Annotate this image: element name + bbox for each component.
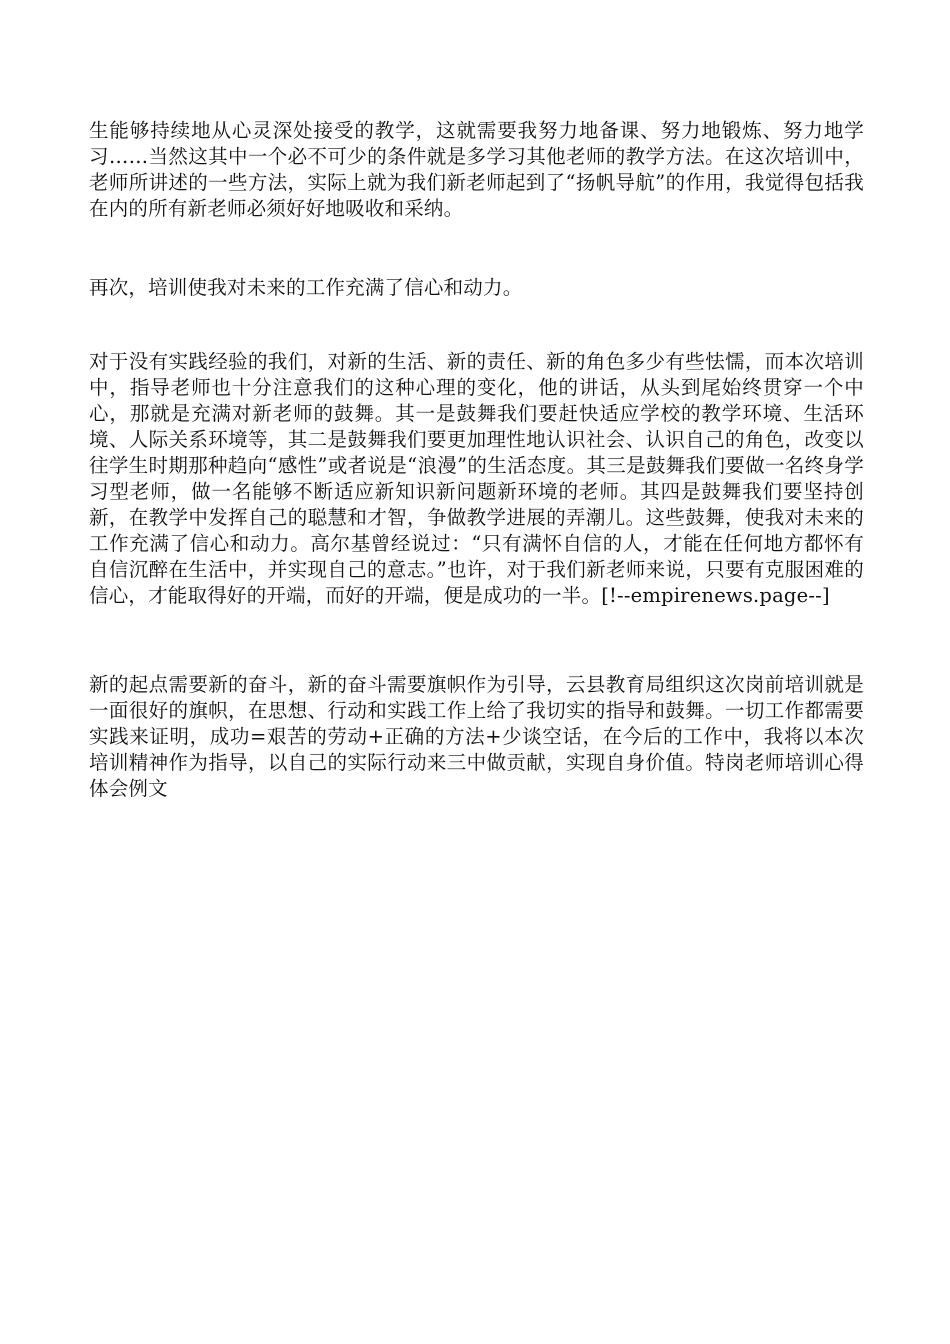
paragraph-1: 生能够持续地从心灵深处接受的教学，这就需要我努力地备课、努力地锻炼、努力地学习……当然这其中一个必不可少的条件就是多学习其他老师的教学方法。在这次培训中，老师所讲述的一些方法，实际上就为我们新老师起到了“扬帆导航”的作用，我觉得包括我在内的所有新老师必须好好地吸收和采纳。	[89, 119, 864, 220]
paragraph-3: 对于没有实践经验的我们，对新的生活、新的责任、新的角色多少有些怯懦，而本次培训中，指导老师也十分注意我们的这种心理的变化，他的讲话，从头到尾始终贯穿一个中心，那就是充满对新老师的鼓舞。其一是鼓舞我们要赶快适应学校的教学环境、生活环境、人际关系环境等，其二是鼓舞我们要更加理性地认识社会、认识自己的角色，改变以往学生时期那种趋向“感性”或者说是“浪漫”的生活态度。其三是鼓舞我们要做一名终身学习型老师，做一名能够不断适应新知识新问题新环境的老师。其四是鼓舞我们要坚持创新，在教学中发挥自己的聪慧和才智，争做教学进展的弄潮儿。这些鼓舞，使我对未来的工作充满了信心和动力。高尔基曾经说过：“只有满怀自信的人，才能在任何地方都怀有自信沉醉在生活中，并实现自己的意志。”也许，对于我们新老师来说，只要有克服困难的信心，才能取得好的开端，而好的开端，便是成功的一半。[!--empirenews.page--]	[89, 350, 864, 607]
paragraph-4: 新的起点需要新的奋斗，新的奋斗需要旗帜作为引导，云县教育局组织这次岗前培训就是一面很好的旗帜，在思想、行动和实践工作上给了我切实的指导和鼓舞。一切工作都需要实践来证明，成功=艰苦的劳动+正确的方法+少谈空话，在今后的工作中，我将以本次培训精神作为指导，以自己的实际行动来三中做贡献，实现自身价值。特岗老师培训心得体会例文	[89, 673, 864, 800]
paragraph-2: 再次，培训使我对未来的工作充满了信心和动力。	[89, 276, 523, 299]
